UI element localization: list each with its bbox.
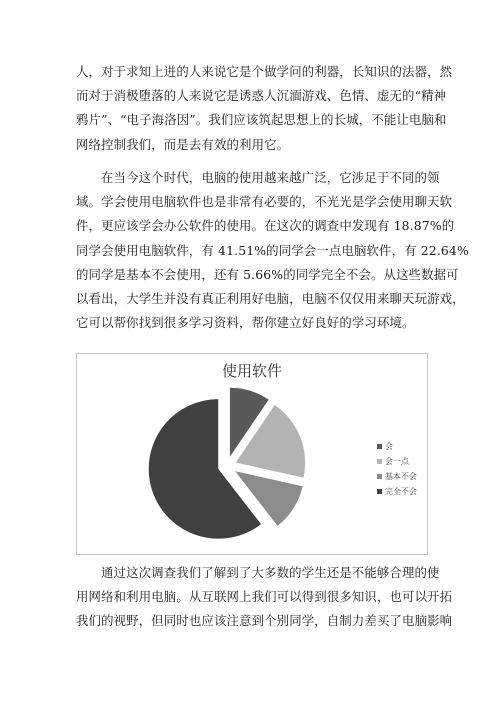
text-line: 鸦片”、“电子海洛因”。我们应该筑起思想上的长城，不能让电脑和 <box>76 112 447 128</box>
legend-swatch <box>377 489 382 494</box>
text-line: 通过这次调查我们了解到了大多数的学生还是不能够合理的使 <box>101 565 440 580</box>
chart-legend <box>377 439 417 499</box>
legend-item <box>377 454 417 469</box>
text-line: 人，对于求知上进的人来说它是个做学问的利器，长知识的法器，然 <box>76 64 453 79</box>
legend-item <box>377 439 417 454</box>
legend-swatch <box>377 444 382 449</box>
text-line: 在当今这个时代，电脑的使用越来越广泛，它涉足于不同的领 <box>101 170 440 185</box>
legend-swatch <box>377 474 382 479</box>
text-line: 它可以帮你找到很多学习资料，帮你建立好良好的学习环境。 <box>76 315 415 331</box>
pie-chart <box>76 353 428 555</box>
text-line: 用网络和利用电脑。从互联网上我们可以得到很多知识，也可以开拓 <box>76 589 453 605</box>
legend-swatch <box>377 459 382 464</box>
paragraph-1 <box>76 60 453 157</box>
legend-item <box>377 469 417 484</box>
paragraph-3 <box>76 561 453 634</box>
text-line: 而对于消极堕落的人来说它是诱惑人沉湎游戏、色情、虚无的“精神 <box>76 88 447 104</box>
text-line: 同学会使用电脑软件，有 41.51%的同学会一点电脑软件，有 22.64% <box>76 242 469 258</box>
pie-chart-svg <box>77 354 427 554</box>
text-line: 件，更应该学会办公软件的使用。在这次的调查中发现有 18.87%的 <box>76 218 455 234</box>
legend-label: 完全不会 <box>385 487 417 496</box>
paragraph-2 <box>76 166 469 335</box>
text-line: 域。学会使用电脑软件也是非常有必要的，不光光是学会使用聊天软 <box>76 194 453 210</box>
text-line: 我们的视野，但同时也应该注意到个别同学，自制力差买了电脑影响 <box>76 613 453 629</box>
text-line: 以看出，大学生并没有真正利用好电脑，电脑不仅仅用来聊天玩游戏， <box>76 291 465 307</box>
legend-label: 基本不会 <box>385 472 417 481</box>
legend-item <box>377 484 417 499</box>
chart-title: 使用软件 <box>221 362 282 380</box>
text-line: 网络控制我们，而是去有效的利用它。 <box>76 136 290 152</box>
legend-label: 会一点 <box>385 457 409 466</box>
legend-label: 会 <box>385 442 393 451</box>
text-line: 的同学是基本不会使用，还有 5.66%的同学完全不会。从这些数据可 <box>76 266 459 282</box>
